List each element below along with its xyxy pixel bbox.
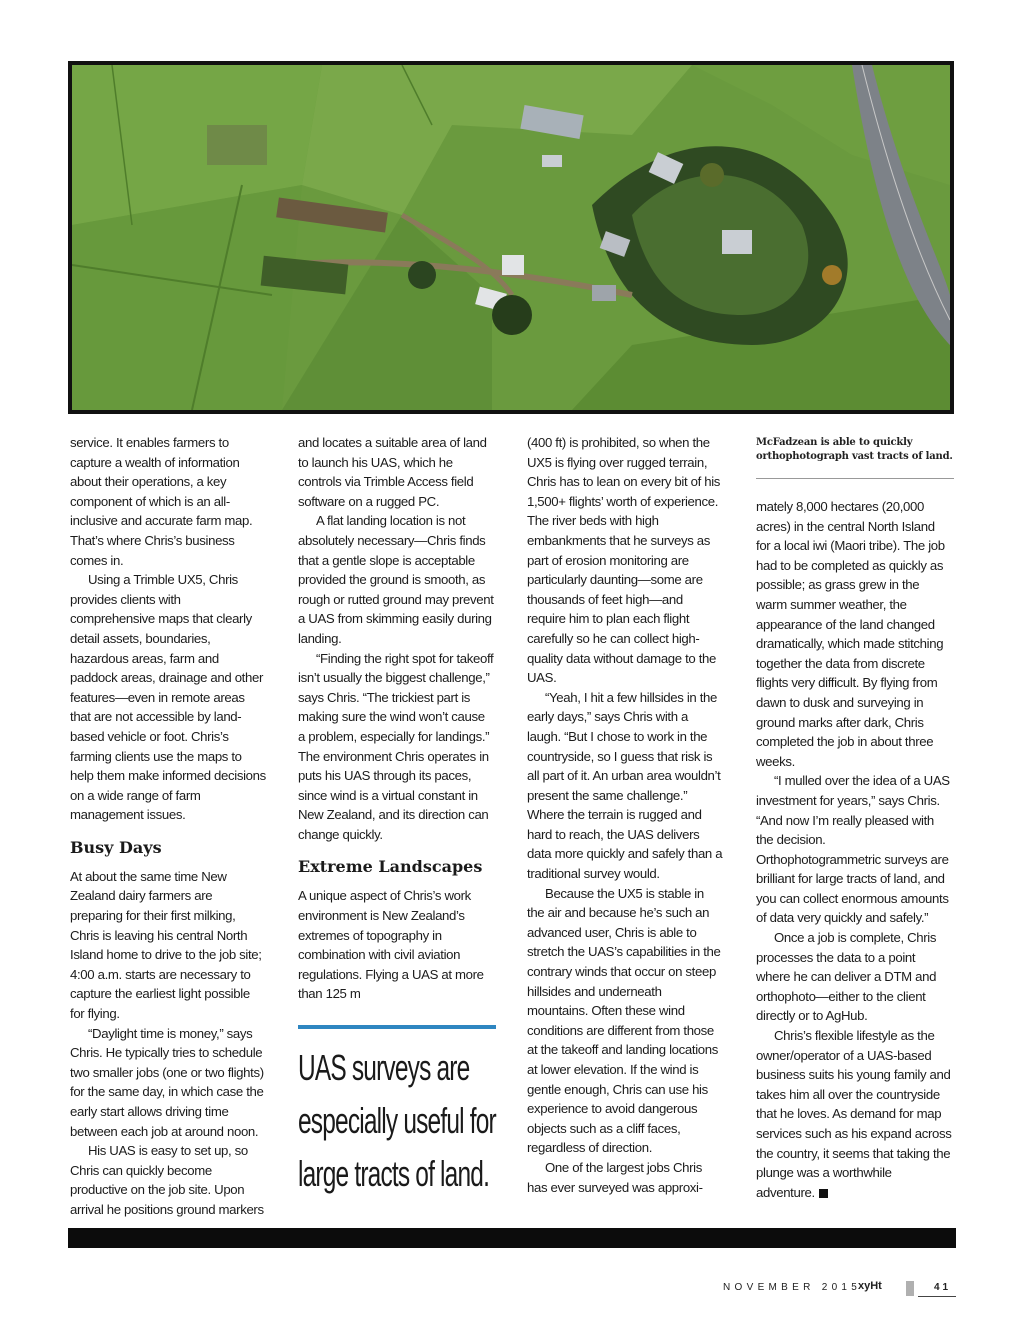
- paragraph: “Yeah, I hit a few hillsides in the early days,” says Chris with a laugh. “But I chose to work in the countryside, so I guess that risk is all part of it. An urban area wouldn’t present the same challenge.” Where the terrain is rugged and hard to reach, the UAS delivers data more quickly and safely than a traditional survey would.: [527, 689, 723, 882]
- page-number: 41: [934, 1282, 952, 1293]
- text-column-2: [298, 433, 494, 1004]
- caption-divider: [756, 478, 954, 479]
- text-column-3: [527, 433, 723, 1197]
- paragraph: At about the same time New Zealand dairy farmers are preparing for their first milking, Chris is leaving his central North Island home to drive to the job site; 4:00 a.m. starts are necessary to capture the earliest light possible for flying.: [70, 868, 262, 1022]
- paragraph-end: Chris’s flexible lifestyle as the owner/operator of a UAS-based business suits his young family and takes him all over the countryside that he loves. As demand for map services such as his expand across the country, it seems that taking the plunge was a worthwhile adventure.: [756, 1026, 952, 1202]
- paragraph: (400 ft) is prohibited, so when the UX5 is flying over rugged terrain, Chris has to lean on every bit of his 1,500+ flights’ worth of experience. The river beds with high embankments that he surveys as part of erosion monitoring are particularly daunting—some are thousands of feet high—and require him to plan each flight carefully so he can collect high-quality data without damage to the UAS.: [527, 435, 721, 686]
- aerial-photo-illustration: [72, 65, 950, 410]
- paragraph: service. It enables farmers to capture a wealth of information about their operations, a key component of which is an all-inclusive and accurate farm map. That’s where Chris’s business comes in.: [70, 435, 253, 568]
- aerial-farm-photo: [68, 61, 954, 414]
- text-column-1: [70, 433, 266, 1220]
- page-number-rule: [918, 1296, 956, 1297]
- paragraph: “Daylight time is money,” says Chris. He typically tries to schedule two smaller jobs (one or two flights) for the same day, in which case the early start allows driving time between each job at around noon.: [70, 1025, 264, 1139]
- pull-quote: [298, 1025, 496, 1200]
- section-heading-busy-days: Busy Days: [70, 837, 162, 857]
- text-column-4: [756, 497, 952, 1202]
- paragraph: and locates a suitable area of land to launch his UAS, which he controls via Trimble Access field software on a rugged PC.: [298, 435, 487, 509]
- section-heading-extreme-landscapes: Extreme Landscapes: [298, 857, 483, 877]
- folio-separator-block: [906, 1281, 914, 1296]
- paragraph: “Finding the right spot for takeoff isn’t usually the biggest challenge,” says Chris. “The trickiest part is making sure the wind won’t cause a problem, especially for landings.” The environment Chris operates in puts his UAS through its paces, since wind is a virtual constant in New Zealand, and its direction can change quickly.: [298, 650, 494, 842]
- footer-bar: [68, 1228, 956, 1248]
- paragraph: A flat landing location is not absolutely necessary—Chris finds that a gentle slope is acceptable provided the ground is smooth, as rough or rutted ground may prevent a UAS from skimming easily during landing.: [298, 513, 494, 646]
- paragraph: Once a job is complete, Chris processes the data to a point where he can deliver a DTM and orthophoto—either to the client directly or to AgHub.: [756, 930, 937, 1024]
- paragraph: mately 8,000 hectares (20,000 acres) in the central North Island for a local iwi (Maori tribe). The job had to be completed as quickly as possible; as grass grew in the warm summer weather, the appearance of the land changed dramatically, which made stitching together the data from discrete flights very difficult. By flying from dawn to dusk and surveying in ground marks after dark, Chris completed the job in about three weeks.: [756, 499, 945, 769]
- paragraph: A unique aspect of Chris’s work environment is New Zealand’s extremes of topography in combination with civil aviation regulations. Flying a UAS at more than 125 m: [298, 888, 484, 1002]
- photo-caption: McFadzean is able to quickly orthophotograph vast tracts of land.: [756, 437, 953, 462]
- pull-quote-text: UAS surveys are especially useful for large tracts of land.: [298, 1047, 496, 1194]
- paragraph: “I mulled over the idea of a UAS investment for years,” says Chris. “And now I’m really pleased with the decision. Orthophotogrammetric surveys are brilliant for large tracts of land, and you can collect enormous amounts of data very quickly and safely.”: [756, 773, 950, 926]
- issue-date: NOVEMBER 2015: [723, 1282, 862, 1293]
- paragraph: Because the UX5 is stable in the air and because he’s such an advanced user, Chris is able to stretch the UAS’s capabilities in the contrary winds that occur on steep hillsides and underneath mountains. Often these wind conditions are different from those at the takeoff and landing locations at lower elevation. If the wind is gentle enough, Chris can use his experience to avoid dangerous objects such as a cliff faces, regardless of direction.: [527, 885, 721, 1156]
- magazine-brand: xyHt: [858, 1280, 882, 1292]
- paragraph: His UAS is easy to set up, so Chris can quickly become productive on the job site. Upon arrival he positions ground markers: [70, 1143, 264, 1217]
- paragraph: Using a Trimble UX5, Chris provides clients with comprehensive maps that clearly detail assets, boundaries, hazardous areas, farm and paddock areas, drainage and other features—even in remote areas that are not accessible by land-based vehicle or foot. Chris’s farming clients use the maps to help them make informed decisions on a wide range of farm management issues.: [70, 572, 266, 823]
- paragraph: One of the largest jobs Chris has ever surveyed was approxi-: [527, 1159, 703, 1195]
